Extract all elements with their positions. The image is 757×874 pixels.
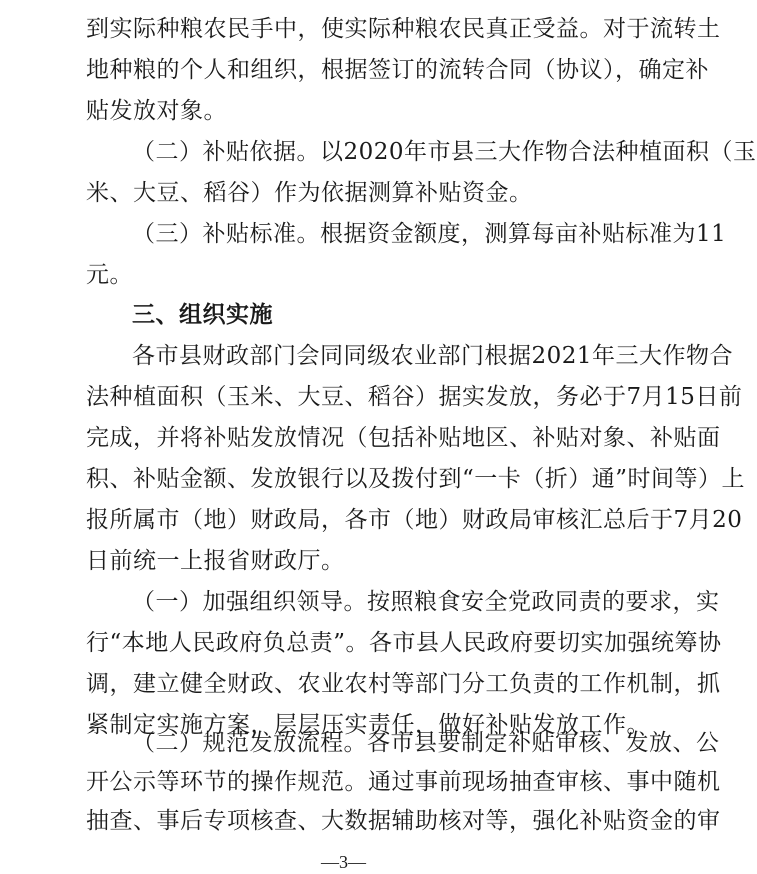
body-text-line: （三）补贴标准。根据资金额度，测算每亩补贴标准为11: [132, 221, 727, 247]
body-text-line: 法种植面积（玉米、大豆、稻谷）据实发放，务必于7月15日前: [86, 384, 743, 410]
body-text-line: 报所属市（地）财政局，各市（地）财政局审核汇总后于7月20: [86, 507, 743, 533]
body-text-line: 日前统一上报省财政厅。: [86, 548, 345, 574]
body-text-line: 紧制定实施方案，层层压实责任，做好补贴发放工作。: [86, 712, 650, 738]
body-text-line: （二）规范发放流程。各市县要制定补贴审核、发放、公: [132, 730, 720, 756]
body-text-line: 到实际种粮农民手中，使实际种粮农民真正受益。对于流转土: [86, 16, 721, 42]
body-text-line: 行“本地人民政府负总责”。各市县人民政府要切实加强统筹协: [86, 630, 722, 656]
body-text-line: 调，建立健全财政、农业农村等部门分工负责的工作机制，抓: [86, 671, 721, 697]
body-text-line: 抽查、事后专项核查、大数据辅助核对等，强化补贴资金的审: [86, 808, 721, 834]
body-text-line: 开公示等环节的操作规范。通过事前现场抽查审核、事中随机: [86, 769, 721, 795]
body-text-line: 贴发放对象。: [86, 98, 227, 124]
body-text-line: 米、大豆、稻谷）作为依据测算补贴资金。: [86, 180, 533, 206]
body-text-line: 积、补贴金额、发放银行以及拨付到“一卡（折）通”时间等）上: [86, 466, 746, 492]
section-heading: 三、组织实施: [132, 301, 273, 328]
body-text-line: （二）补贴依据。以2020年市县三大作物合法种植面积（玉: [132, 139, 757, 165]
body-text-line: （一）加强组织领导。按照粮食安全党政同责的要求，实: [132, 589, 720, 615]
body-text-line: 地种粮的个人和组织，根据签订的流转合同（协议），确定补: [86, 57, 709, 83]
body-text-line: 元。: [86, 262, 133, 288]
page-number: —3—: [321, 852, 366, 872]
body-text-line: 各市县财政部门会同同级农业部门根据2021年三大作物合: [132, 343, 734, 369]
body-text-line: 完成，并将补贴发放情况（包括补贴地区、补贴对象、补贴面: [86, 425, 721, 451]
